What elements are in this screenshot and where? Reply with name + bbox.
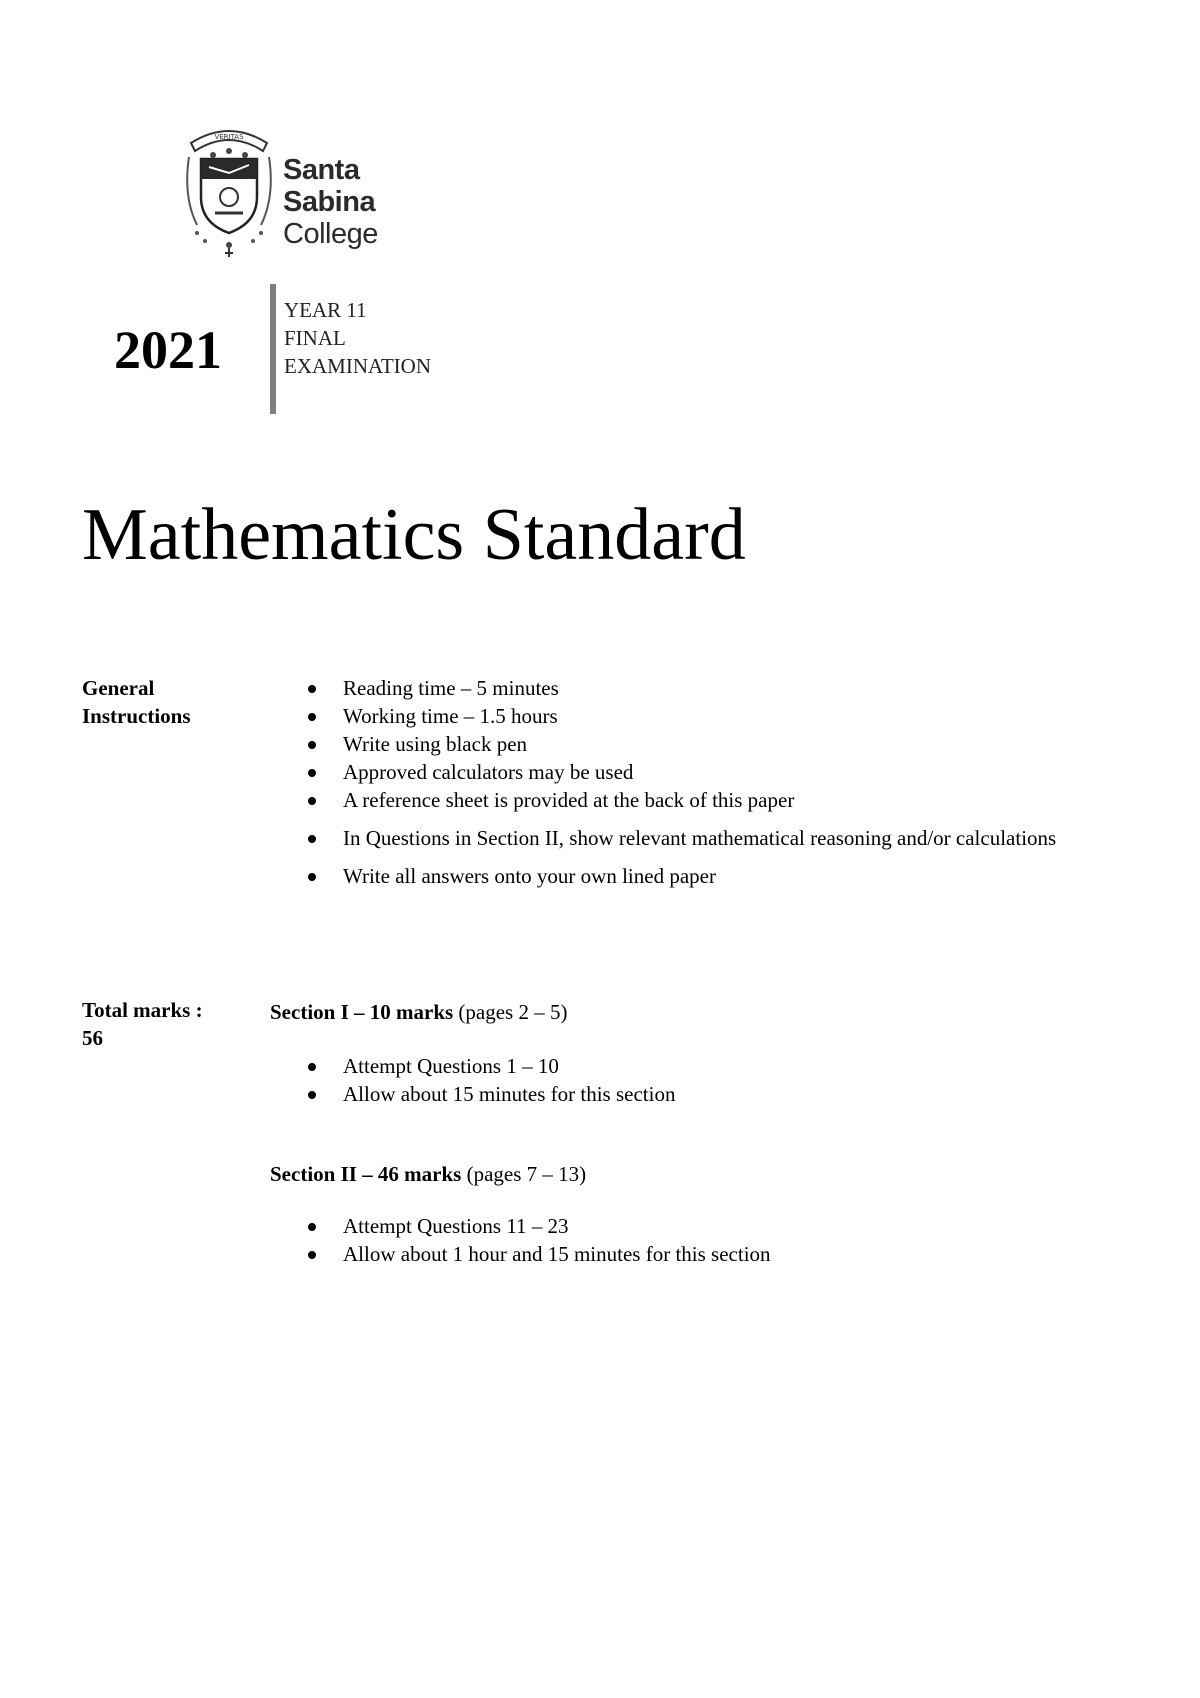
header-divider: [270, 284, 276, 414]
section1-heading-bold: Section I – 10 marks: [270, 1000, 454, 1024]
list-item: A reference sheet is provided at the back of this paper: [305, 786, 1085, 814]
section1-list: [305, 1052, 1085, 1108]
section2-heading-pages: (pages 7 – 13): [461, 1162, 587, 1186]
general-instructions-label: [82, 674, 191, 730]
list-item: Attempt Questions 1 – 10: [305, 1052, 1085, 1080]
college-name-line1: Santa: [283, 154, 360, 186]
total-marks-label-line1: Total marks :: [82, 998, 203, 1022]
list-item: Write all answers onto your own lined paper: [305, 862, 1085, 890]
college-logo: [183, 117, 403, 257]
exam-type-line1: YEAR 11: [284, 298, 367, 322]
exam-year: 2021: [114, 320, 222, 380]
list-item: Reading time – 5 minutes: [305, 674, 1085, 702]
total-marks-label: [82, 996, 203, 1052]
general-instructions-label-line1: General: [82, 676, 155, 700]
motto-text: VERITAS: [214, 133, 244, 141]
college-name-line3: College: [283, 218, 378, 250]
section2-heading: [270, 1160, 586, 1188]
total-marks-value: 56: [82, 1026, 103, 1050]
section1-heading-pages: (pages 2 – 5): [453, 1000, 568, 1024]
exam-type: [284, 296, 431, 380]
list-item: Write using black pen: [305, 730, 1085, 758]
general-instructions-list: [305, 674, 1085, 890]
list-item: Allow about 1 hour and 15 minutes for this section: [305, 1240, 1085, 1268]
exam-type-line3: EXAMINATION: [284, 354, 431, 378]
college-crest-icon: [183, 117, 275, 257]
list-item: Approved calculators may be used: [305, 758, 1085, 786]
list-item: In Questions in Section II, show relevant mathematical reasoning and/or calculations: [305, 824, 1085, 852]
section2-heading-bold: Section II – 46 marks: [270, 1162, 462, 1186]
general-instructions-label-line2: Instructions: [82, 704, 191, 728]
list-item: Allow about 15 minutes for this section: [305, 1080, 1085, 1108]
list-item: Working time – 1.5 hours: [305, 702, 1085, 730]
section2-list: [305, 1212, 1085, 1268]
list-item: Attempt Questions 11 – 23: [305, 1212, 1085, 1240]
section1-heading: [270, 998, 567, 1026]
exam-type-line2: FINAL: [284, 326, 346, 350]
page-title: Mathematics Standard: [82, 494, 746, 576]
college-name-line2: Sabina: [283, 186, 376, 218]
